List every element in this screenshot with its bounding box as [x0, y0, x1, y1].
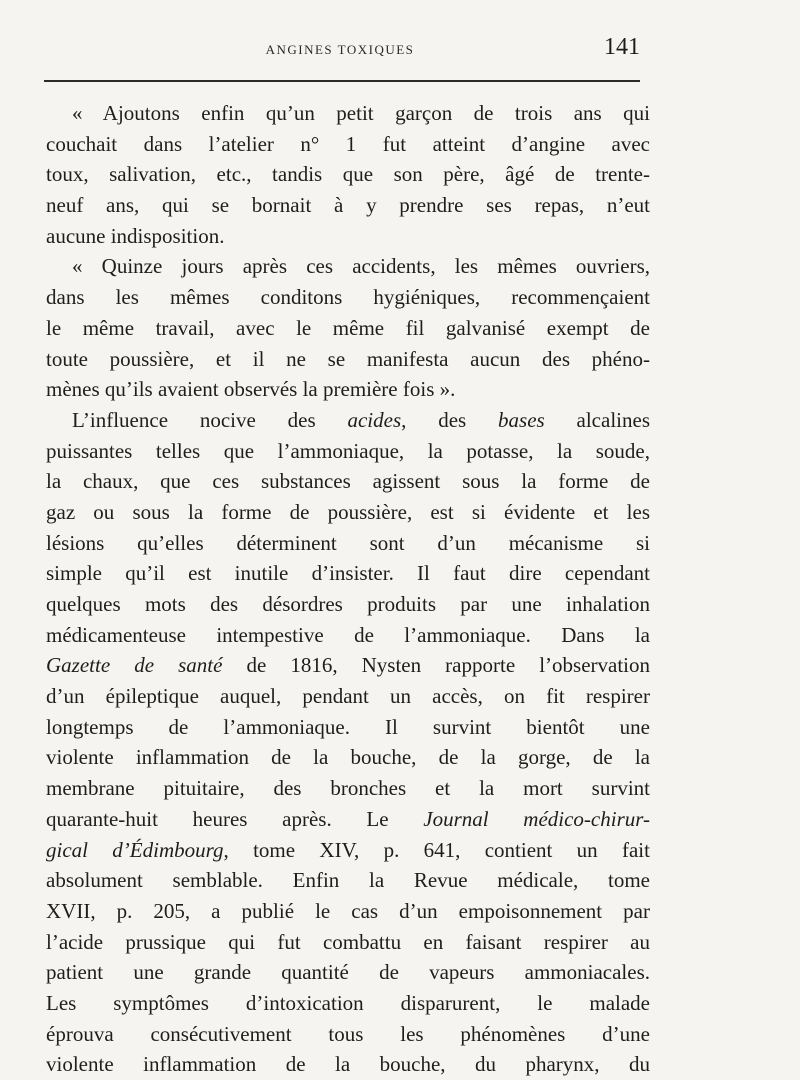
text-segment: L’influence nocive des: [72, 407, 348, 432]
text-line: le même travail, avec le même fil galvanisé exempt de: [46, 315, 650, 340]
body-text: [46, 98, 650, 1080]
text-line: d’un épileptique auquel, pendant un accès, on fit respirer: [46, 684, 650, 709]
text-line: couchait dans l’atelier n° 1 fut atteint d’angine avec: [46, 131, 650, 156]
text-segment: , tome XIV, p. 641, contient un fait: [223, 837, 650, 862]
text-line: toux, salivation, etc., tandis que son père, âgé de trente-: [46, 162, 650, 187]
text-line: quelques mots des désordres produits par une inhalation: [46, 592, 650, 616]
page-number: 141: [604, 34, 640, 60]
text-line: absolument semblable. Enfin la Revue médicale, tome: [46, 868, 650, 893]
text-segment: quarante-huit heures après. Le: [46, 806, 424, 831]
italic-title: gical d’Édimbourg: [46, 837, 224, 862]
text-line: l’acide prussique qui fut combattu en faisant respirer au: [46, 929, 650, 954]
text-line: XVII, p. 205, a publié le cas d’un empoisonnement par: [46, 898, 650, 923]
text-line: « Ajoutons enfin qu’un petit garçon de trois ans qui: [72, 101, 650, 125]
page-header: [40, 30, 640, 70]
text-line: aucune indisposition.: [46, 223, 225, 248]
italic-term: acides: [347, 407, 402, 432]
text-line: patient une grande quantité de vapeurs ammoniacales.: [46, 960, 650, 985]
text-line: simple qu’il est inutile d’insister. Il faut dire cependant: [46, 561, 650, 586]
text-line: Les symptômes d’intoxication disparurent, le malade: [46, 990, 650, 1015]
italic-term: bases: [498, 407, 545, 432]
text-line: violente inflammation de la bouche, de la gorge, de la: [46, 745, 650, 770]
text-line: violente inflammation de la bouche, du pharynx, du: [46, 1052, 650, 1077]
header-rule: [44, 80, 640, 82]
text-line: lésions qu’elles déterminent sont d’un mécanisme si: [46, 530, 650, 555]
text-line: puissantes telles que l’ammoniaque, la potasse, la soude,: [46, 438, 650, 463]
running-title: ANGINES TOXIQUES: [265, 42, 415, 57]
text-line: toute poussière, et il ne se manifesta aucun des phéno-: [46, 346, 650, 371]
text-line: [46, 804, 650, 835]
text-segment: de 1816, Nysten rapporte l’observation: [222, 653, 650, 678]
text-line: gaz ou sous la forme de poussière, est si évidente et les: [46, 499, 650, 524]
text-line: [46, 835, 650, 866]
text-segment: alcalines: [544, 407, 650, 432]
text-segment: , des: [401, 407, 499, 432]
text-line: membrane pituitaire, des bronches et la mort survint: [46, 776, 650, 801]
text-line: neuf ans, qui se bornait à y prendre ses repas, n’eut: [46, 193, 650, 218]
text-line: longtemps de l’ammoniaque. Il survint bientôt une: [46, 714, 650, 739]
text-line: [46, 405, 650, 436]
text-line: la chaux, que ces substances agissent sous la forme de: [46, 469, 650, 494]
text-line: mènes qu’ils avaient observés la première fois ».: [46, 377, 456, 402]
text-line: éprouva consécutivement tous les phénomènes d’une: [46, 1021, 650, 1046]
text-line: « Quinze jours après ces accidents, les mêmes ouvriers,: [72, 254, 650, 279]
text-line: [46, 650, 650, 681]
text-line: médicamenteuse intempestive de l’ammoniaque. Dans la: [46, 622, 650, 647]
italic-title: Journal médico-chirur-: [423, 806, 650, 831]
text-line: dans les mêmes conditons hygiéniques, recommençaient: [46, 285, 650, 310]
italic-title: Gazette de santé: [46, 653, 223, 678]
